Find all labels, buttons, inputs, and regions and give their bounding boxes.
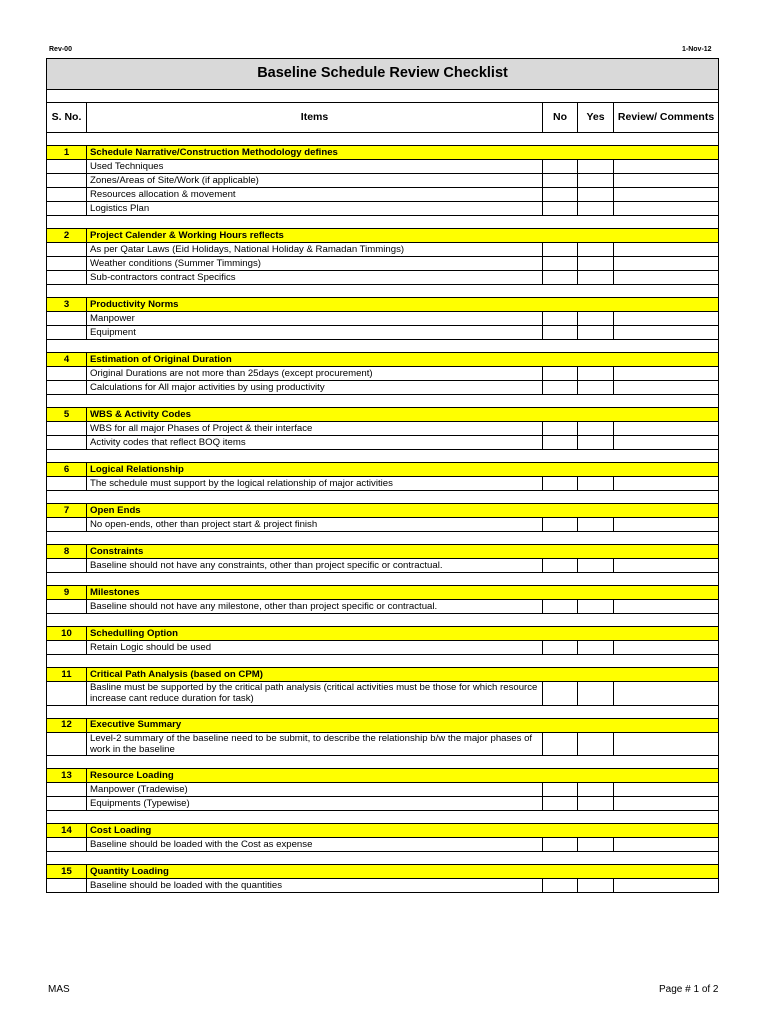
checklist-item-text: Weather conditions (Summer Timmings) bbox=[87, 257, 543, 271]
checklist-item-row bbox=[47, 600, 719, 614]
checklist-item-text: Equipments (Typewise) bbox=[87, 797, 543, 811]
sno-cell bbox=[47, 797, 87, 811]
comments-cell[interactable] bbox=[614, 202, 719, 216]
checklist-item-row bbox=[47, 559, 719, 573]
no-checkbox-cell[interactable] bbox=[543, 271, 578, 285]
section-number: 10 bbox=[47, 627, 87, 641]
section-number: 14 bbox=[47, 824, 87, 838]
checklist-item-row bbox=[47, 797, 719, 811]
yes-checkbox-cell[interactable] bbox=[578, 797, 614, 811]
checklist-item-text: Calculations for All major activities by using productivity bbox=[87, 381, 543, 395]
comments-cell[interactable] bbox=[614, 641, 719, 655]
section-title: Constraints bbox=[87, 545, 719, 559]
yes-checkbox-cell[interactable] bbox=[578, 257, 614, 271]
checklist-item-text: Equipment bbox=[87, 326, 543, 340]
comments-cell[interactable] bbox=[614, 160, 719, 174]
yes-checkbox-cell[interactable] bbox=[578, 326, 614, 340]
sno-cell bbox=[47, 160, 87, 174]
checklist-item-text: As per Qatar Laws (Eid Holidays, National Holiday & Ramadan Timmings) bbox=[87, 243, 543, 257]
sno-cell bbox=[47, 367, 87, 381]
page-title: Baseline Schedule Review Checklist bbox=[47, 59, 719, 90]
page-number: Page # 1 of 2 bbox=[659, 984, 719, 995]
section-header-row bbox=[47, 865, 719, 879]
checklist-item-text: Baseline should be loaded with the quantities bbox=[87, 879, 543, 893]
section-title: Estimation of Original Duration bbox=[87, 353, 719, 367]
sno-cell bbox=[47, 641, 87, 655]
no-checkbox-cell[interactable] bbox=[543, 732, 578, 756]
checklist-item-text: Zones/Areas of Site/Work (if applicable) bbox=[87, 174, 543, 188]
checklist-item-row bbox=[47, 367, 719, 381]
checklist-item-row bbox=[47, 202, 719, 216]
sno-cell bbox=[47, 436, 87, 450]
yes-checkbox-cell[interactable] bbox=[578, 518, 614, 532]
yes-checkbox-cell[interactable] bbox=[578, 732, 614, 756]
column-header-items: Items bbox=[87, 103, 543, 133]
checklist-item-row bbox=[47, 436, 719, 450]
checklist-item-row bbox=[47, 312, 719, 326]
comments-cell[interactable] bbox=[614, 381, 719, 395]
checklist-item-text: Manpower bbox=[87, 312, 543, 326]
checklist-item-text: Baseline should not have any milestone, other than project specific or contractual. bbox=[87, 600, 543, 614]
section-title: Open Ends bbox=[87, 504, 719, 518]
comments-cell[interactable] bbox=[614, 682, 719, 706]
no-checkbox-cell[interactable] bbox=[543, 797, 578, 811]
section-number: 8 bbox=[47, 545, 87, 559]
no-checkbox-cell[interactable] bbox=[543, 243, 578, 257]
yes-checkbox-cell[interactable] bbox=[578, 188, 614, 202]
sno-cell bbox=[47, 174, 87, 188]
yes-checkbox-cell[interactable] bbox=[578, 202, 614, 216]
section-header-row bbox=[47, 824, 719, 838]
checklist-item-row bbox=[47, 477, 719, 491]
comments-cell[interactable] bbox=[614, 326, 719, 340]
spacer-row bbox=[47, 532, 719, 545]
section-title: Cost Loading bbox=[87, 824, 719, 838]
comments-cell[interactable] bbox=[614, 367, 719, 381]
no-checkbox-cell[interactable] bbox=[543, 367, 578, 381]
no-checkbox-cell[interactable] bbox=[543, 174, 578, 188]
checklist-item-text: WBS for all major Phases of Project & their interface bbox=[87, 422, 543, 436]
spacer-row bbox=[47, 450, 719, 463]
sno-cell bbox=[47, 422, 87, 436]
yes-checkbox-cell[interactable] bbox=[578, 381, 614, 395]
comments-cell[interactable] bbox=[614, 243, 719, 257]
comments-cell[interactable] bbox=[614, 559, 719, 573]
spacer-row bbox=[47, 573, 719, 586]
yes-checkbox-cell[interactable] bbox=[578, 271, 614, 285]
section-title: Resource Loading bbox=[87, 769, 719, 783]
checklist-item-text: Baseline should be loaded with the Cost as expense bbox=[87, 838, 543, 852]
section-title: WBS & Activity Codes bbox=[87, 408, 719, 422]
checklist-item-text: Baseline should not have any constraints, other than project specific or contractual. bbox=[87, 559, 543, 573]
checklist-item-text: Logistics Plan bbox=[87, 202, 543, 216]
checklist-item-text: The schedule must support by the logical relationship of major activities bbox=[87, 477, 543, 491]
spacer-row bbox=[47, 340, 719, 353]
comments-cell[interactable] bbox=[614, 783, 719, 797]
checklist-item-row bbox=[47, 381, 719, 395]
comments-cell[interactable] bbox=[614, 312, 719, 326]
spacer-row bbox=[47, 705, 719, 718]
section-title: Schedulling Option bbox=[87, 627, 719, 641]
checklist-item-row bbox=[47, 174, 719, 188]
yes-checkbox-cell[interactable] bbox=[578, 682, 614, 706]
checklist-item-text: Basline must be supported by the critical path analysis (critical activities must be those for which resource increase cant reduce duration for task) bbox=[87, 682, 543, 706]
no-checkbox-cell[interactable] bbox=[543, 160, 578, 174]
section-number: 13 bbox=[47, 769, 87, 783]
checklist-item-text: Used Techniques bbox=[87, 160, 543, 174]
section-number: 6 bbox=[47, 463, 87, 477]
checklist-item-row bbox=[47, 160, 719, 174]
yes-checkbox-cell[interactable] bbox=[578, 436, 614, 450]
sno-cell bbox=[47, 518, 87, 532]
comments-cell[interactable] bbox=[614, 436, 719, 450]
checklist-item-text: No open-ends, other than project start & project finish bbox=[87, 518, 543, 532]
section-title: Milestones bbox=[87, 586, 719, 600]
spacer-row bbox=[47, 811, 719, 824]
no-checkbox-cell[interactable] bbox=[543, 783, 578, 797]
section-number: 11 bbox=[47, 668, 87, 682]
checklist-item-text: Retain Logic should be used bbox=[87, 641, 543, 655]
spacer-row bbox=[47, 216, 719, 229]
checklist-item-row bbox=[47, 518, 719, 532]
no-checkbox-cell[interactable] bbox=[543, 838, 578, 852]
no-checkbox-cell[interactable] bbox=[543, 257, 578, 271]
comments-cell[interactable] bbox=[614, 838, 719, 852]
no-checkbox-cell[interactable] bbox=[543, 381, 578, 395]
checklist-item-text: Resources allocation & movement bbox=[87, 188, 543, 202]
section-title: Productivity Norms bbox=[87, 298, 719, 312]
no-checkbox-cell[interactable] bbox=[543, 559, 578, 573]
comments-cell[interactable] bbox=[614, 188, 719, 202]
checklist-item-text: Sub-contractors contract Specifics bbox=[87, 271, 543, 285]
checklist-item-row bbox=[47, 257, 719, 271]
spacer-row bbox=[47, 655, 719, 668]
yes-checkbox-cell[interactable] bbox=[578, 174, 614, 188]
section-title: Schedule Narrative/Construction Methodology defines bbox=[87, 146, 719, 160]
comments-cell[interactable] bbox=[614, 422, 719, 436]
no-checkbox-cell[interactable] bbox=[543, 326, 578, 340]
column-header-sno: S. No. bbox=[47, 103, 87, 133]
comments-cell[interactable] bbox=[614, 797, 719, 811]
section-title: Executive Summary bbox=[87, 718, 719, 732]
date-label: 1-Nov-12 bbox=[682, 46, 712, 53]
sno-cell bbox=[47, 381, 87, 395]
no-checkbox-cell[interactable] bbox=[543, 600, 578, 614]
section-header-row bbox=[47, 504, 719, 518]
section-header-row bbox=[47, 229, 719, 243]
yes-checkbox-cell[interactable] bbox=[578, 477, 614, 491]
sno-cell bbox=[47, 243, 87, 257]
comments-cell[interactable] bbox=[614, 257, 719, 271]
comments-cell[interactable] bbox=[614, 600, 719, 614]
yes-checkbox-cell[interactable] bbox=[578, 559, 614, 573]
no-checkbox-cell[interactable] bbox=[543, 436, 578, 450]
spacer-row bbox=[47, 614, 719, 627]
section-header-row bbox=[47, 353, 719, 367]
spacer-row bbox=[47, 491, 719, 504]
checklist-item-row bbox=[47, 243, 719, 257]
comments-cell[interactable] bbox=[614, 477, 719, 491]
section-header-row bbox=[47, 586, 719, 600]
no-checkbox-cell[interactable] bbox=[543, 312, 578, 326]
checklist-item-row bbox=[47, 271, 719, 285]
comments-cell[interactable] bbox=[614, 732, 719, 756]
comments-cell[interactable] bbox=[614, 174, 719, 188]
section-title: Critical Path Analysis (based on CPM) bbox=[87, 668, 719, 682]
section-number: 12 bbox=[47, 718, 87, 732]
footer-author: MAS bbox=[48, 984, 70, 995]
no-checkbox-cell[interactable] bbox=[543, 641, 578, 655]
checklist-table bbox=[46, 58, 719, 893]
section-header-row bbox=[47, 545, 719, 559]
no-checkbox-cell[interactable] bbox=[543, 879, 578, 893]
sno-cell bbox=[47, 271, 87, 285]
yes-checkbox-cell[interactable] bbox=[578, 641, 614, 655]
checklist-item-row bbox=[47, 422, 719, 436]
section-number: 3 bbox=[47, 298, 87, 312]
section-header-row bbox=[47, 668, 719, 682]
no-checkbox-cell[interactable] bbox=[543, 422, 578, 436]
section-number: 5 bbox=[47, 408, 87, 422]
section-header-row bbox=[47, 769, 719, 783]
sno-cell bbox=[47, 783, 87, 797]
spacer-row bbox=[47, 285, 719, 298]
section-header-row bbox=[47, 627, 719, 641]
yes-checkbox-cell[interactable] bbox=[578, 879, 614, 893]
section-title: Project Calender & Working Hours reflects bbox=[87, 229, 719, 243]
comments-cell[interactable] bbox=[614, 271, 719, 285]
section-number: 9 bbox=[47, 586, 87, 600]
column-header-row bbox=[47, 103, 719, 133]
section-header-row bbox=[47, 718, 719, 732]
sno-cell bbox=[47, 257, 87, 271]
checklist-item-row bbox=[47, 641, 719, 655]
yes-checkbox-cell[interactable] bbox=[578, 600, 614, 614]
revision-label: Rev-00 bbox=[49, 46, 72, 53]
checklist-item-text: Activity codes that reflect BOQ items bbox=[87, 436, 543, 450]
checklist-item-row bbox=[47, 188, 719, 202]
spacer-row bbox=[47, 852, 719, 865]
sno-cell bbox=[47, 600, 87, 614]
comments-cell[interactable] bbox=[614, 518, 719, 532]
sno-cell bbox=[47, 477, 87, 491]
spacer-row bbox=[47, 90, 719, 103]
yes-checkbox-cell[interactable] bbox=[578, 422, 614, 436]
section-number: 7 bbox=[47, 504, 87, 518]
no-checkbox-cell[interactable] bbox=[543, 202, 578, 216]
section-number: 15 bbox=[47, 865, 87, 879]
spacer-row bbox=[47, 133, 719, 146]
yes-checkbox-cell[interactable] bbox=[578, 838, 614, 852]
column-header-comments: Review/ Comments bbox=[614, 103, 719, 133]
checklist-item-row bbox=[47, 326, 719, 340]
checklist-item-row bbox=[47, 879, 719, 893]
yes-checkbox-cell[interactable] bbox=[578, 783, 614, 797]
sno-cell bbox=[47, 188, 87, 202]
sno-cell bbox=[47, 682, 87, 706]
section-number: 4 bbox=[47, 353, 87, 367]
yes-checkbox-cell[interactable] bbox=[578, 312, 614, 326]
sno-cell bbox=[47, 838, 87, 852]
section-title: Quantity Loading bbox=[87, 865, 719, 879]
sno-cell bbox=[47, 326, 87, 340]
sno-cell bbox=[47, 732, 87, 756]
section-header-row bbox=[47, 408, 719, 422]
section-number: 1 bbox=[47, 146, 87, 160]
checklist-item-row bbox=[47, 682, 719, 706]
no-checkbox-cell[interactable] bbox=[543, 682, 578, 706]
sno-cell bbox=[47, 312, 87, 326]
column-header-no: No bbox=[543, 103, 578, 133]
sno-cell bbox=[47, 202, 87, 216]
section-number: 2 bbox=[47, 229, 87, 243]
spacer-row bbox=[47, 395, 719, 408]
section-header-row bbox=[47, 298, 719, 312]
column-header-yes: Yes bbox=[578, 103, 614, 133]
checklist-item-text: Original Durations are not more than 25days (except procurement) bbox=[87, 367, 543, 381]
no-checkbox-cell[interactable] bbox=[543, 188, 578, 202]
checklist-item-text: Manpower (Tradewise) bbox=[87, 783, 543, 797]
yes-checkbox-cell[interactable] bbox=[578, 160, 614, 174]
yes-checkbox-cell[interactable] bbox=[578, 367, 614, 381]
yes-checkbox-cell[interactable] bbox=[578, 243, 614, 257]
checklist-item-row bbox=[47, 838, 719, 852]
checklist-item-row bbox=[47, 732, 719, 756]
section-header-row bbox=[47, 146, 719, 160]
no-checkbox-cell[interactable] bbox=[543, 518, 578, 532]
no-checkbox-cell[interactable] bbox=[543, 477, 578, 491]
section-title: Logical Relationship bbox=[87, 463, 719, 477]
sno-cell bbox=[47, 559, 87, 573]
section-header-row bbox=[47, 463, 719, 477]
sno-cell bbox=[47, 879, 87, 893]
checklist-item-text: Level-2 summary of the baseline need to be submit, to describe the relationship b/w the major phases of work in the baseline bbox=[87, 732, 543, 756]
spacer-row bbox=[47, 756, 719, 769]
comments-cell[interactable] bbox=[614, 879, 719, 893]
checklist-item-row bbox=[47, 783, 719, 797]
